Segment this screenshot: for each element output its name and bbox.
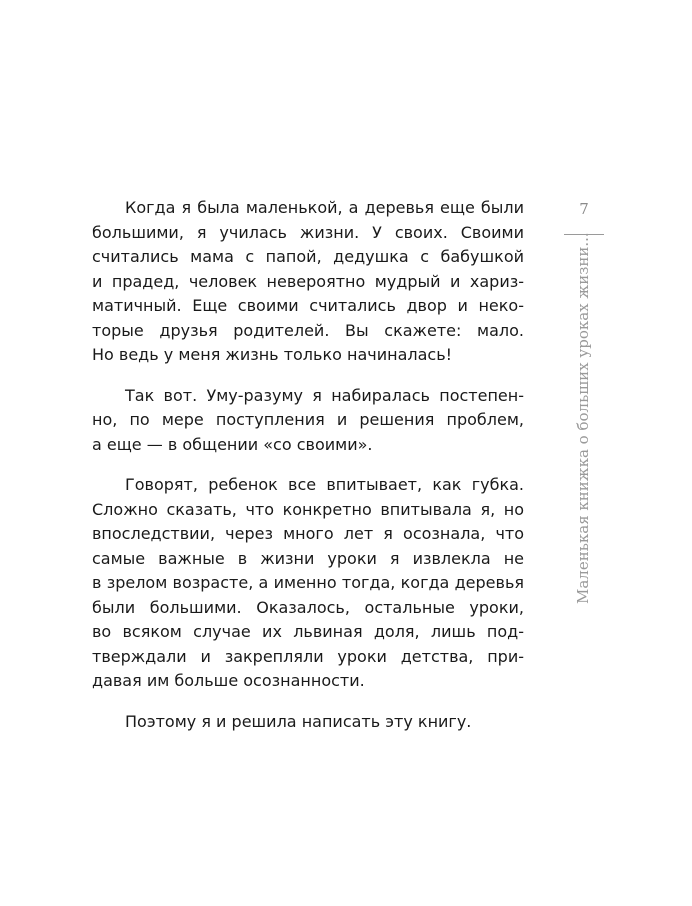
paragraph-1 [92, 196, 524, 368]
text-line: а еще — в общении «со своими». [92, 434, 373, 454]
paragraph-2 [92, 384, 524, 458]
text-line: Поэтому я и решила написать эту книгу. [125, 711, 472, 731]
text-line: считались мама с папой, дедушка с бабушкой [92, 247, 524, 266]
text-line: матичный. Еще своими считались двор и неко- [92, 296, 524, 315]
text-line: Говорят, ребенок все впитывает, как губка. [125, 475, 524, 494]
text-line: большими, я училась жизни. У своих. Своими [92, 222, 524, 242]
text-line: Сложно сказать, что конкретно впитывала я, но [92, 499, 524, 519]
text-line: торые друзья родителей. Вы скажете: мало. [92, 320, 524, 340]
text-line: давая им больше осознанности. [92, 671, 365, 690]
text-line: впоследствии, через много лет я осознала, что [92, 524, 524, 543]
text-line: в зрелом возрасте, а именно тогда, когда деревья [92, 573, 524, 592]
text-line: были большими. Оказалось, остальные уроки, [92, 597, 524, 617]
text-line: тверждали и закрепляли уроки детства, при- [92, 646, 524, 666]
text-line: и прадед, человек невероятно мудрый и хариз- [92, 271, 524, 291]
running-head: Маленькая книжка о больших уроках жизни... [574, 232, 592, 604]
text-line: Когда я была маленькой, а деревья еще были [125, 198, 524, 217]
text-line: но, по мере поступления и решения проблем, [92, 410, 524, 429]
text-line: самые важные в жизни уроки я извлекла не [92, 548, 524, 568]
page-sidebar [560, 196, 608, 616]
paragraph-3 [92, 473, 524, 694]
body-text [92, 196, 524, 750]
text-line: Так вот. Уму-разуму я набиралась постепен- [125, 385, 524, 405]
text-line: Но ведь у меня жизнь только начиналась! [92, 345, 453, 364]
page-number: 7 [579, 200, 589, 218]
paragraph-4 [92, 710, 524, 735]
text-line: во всяком случае их львиная доля, лишь под- [92, 622, 524, 641]
